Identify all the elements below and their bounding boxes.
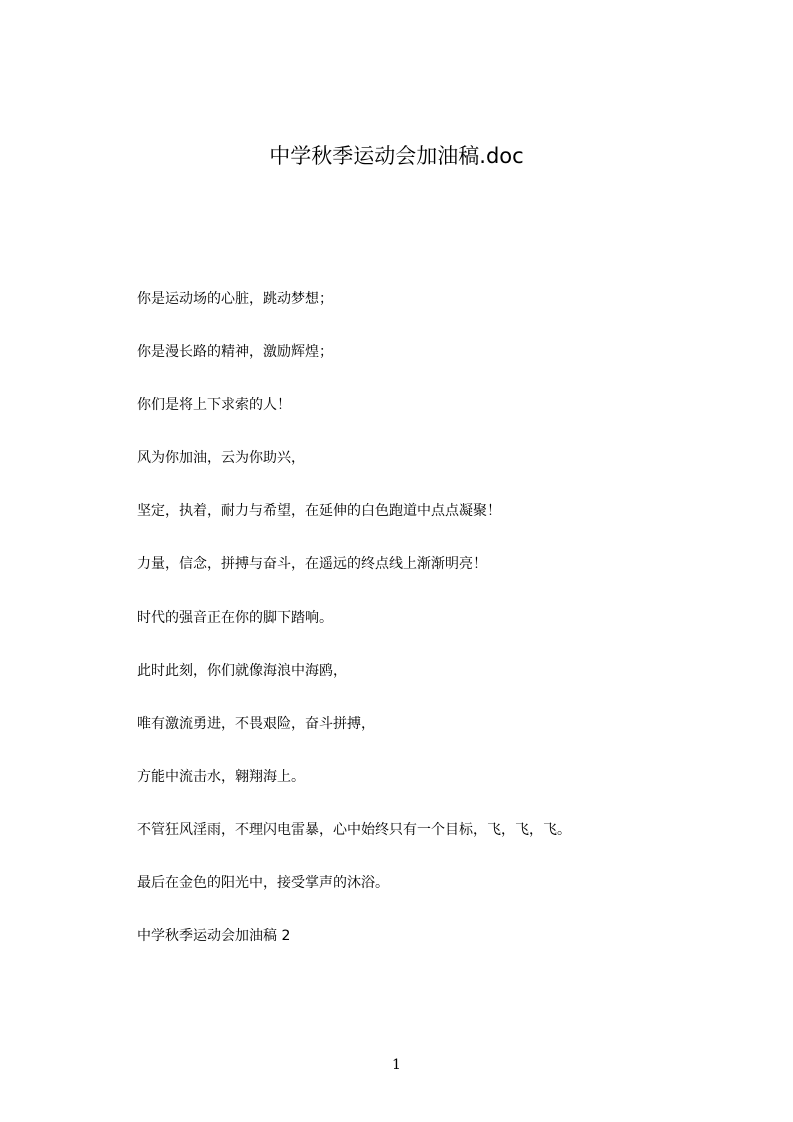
text-line: 力量，信念，拼搏与奋斗，在遥远的终点线上渐渐明亮！ — [137, 556, 487, 573]
text-line: 时代的强音正在你的脚下踏响。 — [137, 609, 333, 626]
section-heading: 中学秋季运动会加油稿 2 — [137, 928, 291, 945]
text-line: 你们是将上下求索的人！ — [137, 397, 291, 414]
document-body — [137, 287, 697, 977]
text-line: 坚定，执着，耐力与希望，在延伸的白色跑道中点点凝聚！ — [137, 503, 501, 520]
text-line: 风为你加油，云为你助兴， — [137, 450, 305, 467]
text-line: 方能中流击水，翱翔海上。 — [137, 768, 305, 785]
page-number: 1 — [392, 1057, 401, 1073]
text-line: 你是运动场的心脏，跳动梦想； — [137, 291, 333, 307]
text-line: 唯有激流勇进，不畏艰险，奋斗拼搏， — [137, 715, 375, 732]
text-line: 最后在金色的阳光中，接受掌声的沐浴。 — [137, 875, 389, 892]
text-line: 此时此刻，你们就像海浪中海鸥， — [137, 662, 347, 679]
text-line: 你是漫长路的精神，激励辉煌； — [137, 344, 333, 361]
document-title: 中学秋季运动会加油稿.doc — [269, 144, 524, 168]
text-line: 不管狂风淫雨，不理闪电雷暴，心中始终只有一个目标，飞，飞，飞。 — [137, 821, 571, 838]
